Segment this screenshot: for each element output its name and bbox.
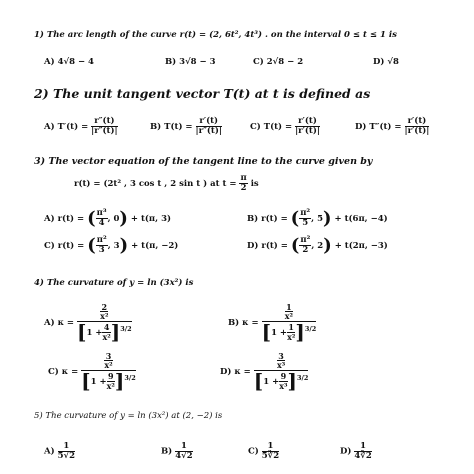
q5-option-a: A) $\frac{1}{5√2}$: [44, 441, 76, 461]
q3-option-d: D) r(t) = ( $\frac{\text{π²}}{2}$ , 2) + t(2π, −3): [247, 235, 388, 256]
q1-question: 1) The arc length of the curve r(t) = (2, 6t², 4t³) . on the interval 0 ≤ t ≤ 1 is: [34, 30, 397, 40]
q1-option-d: D) √8: [373, 57, 399, 67]
q2-option-b-label: B) T(t) =: [150, 121, 193, 132]
q3-option-c: C) r(t) = ( $\frac{\text{π²}}{3}$ , 3) + t(π, −2): [44, 235, 179, 256]
q3-t-fraction: $\frac{\pi}{2}$: [240, 173, 247, 193]
q2-option-c-label: C) T(t) =: [250, 121, 293, 132]
q4-option-c: C) κ = $\frac{3}{\text{x²}}$ [1 + $\frac{9}{\text{x²}}$ ]$^{3/2}$: [48, 351, 136, 393]
q1-option-b: B) 3√8 − 3: [165, 57, 216, 67]
q3-option-b: B) r(t) = ( $\frac{\text{π²}}{5}$ , 5) + t(6π, −4): [247, 208, 388, 229]
q2-option-b: [150, 117, 222, 136]
q5-option-d: D) $\frac{1}{4∛2}$: [340, 441, 372, 461]
q2-question: 2) The unit tangent vector T(t) at t is defined as: [34, 86, 371, 101]
q2-option-d: [355, 117, 429, 136]
q3-curve-text: r(t) = (2t² , 3 cos t , 2 sin t ) at t =: [74, 178, 237, 189]
q1-option-c: C) 2√8 − 2: [253, 57, 304, 67]
q2-option-c: [250, 117, 320, 136]
q4-option-d: D) κ = $\frac{3}{\text{x³}}$ [1 + $\frac{9}{\text{x³}}$ ]$^{3/2}$: [220, 351, 309, 393]
q3-curve: [74, 174, 259, 193]
q2-option-a-fraction: $\frac{r''(t)}{|r''(t)|}$: [91, 116, 118, 136]
q2-option-d-label: D) T″(t) =: [355, 121, 402, 132]
q3-question: 3) The vector equation of the tangent line to the curve given by: [34, 156, 373, 167]
q5-option-b: B) $\frac{1}{4√2}$: [161, 441, 193, 461]
q2-option-b-fraction: $\frac{r'(t)}{|r''(t)|}$: [195, 116, 222, 136]
q5-question: 5) The curvature of y = ln (3x²) at (2, −2) is: [34, 411, 223, 421]
q3-tail: is: [250, 178, 259, 189]
q2-option-a-label: A) T′(t) =: [44, 121, 89, 132]
q2-option-c-fraction: $\frac{r'(t)}{|r'(t)|}$: [295, 116, 320, 136]
q2-option-a: [44, 117, 118, 136]
q1-option-a: A) 4√8 − 4: [44, 57, 94, 67]
q4-option-b: B) κ = $\frac{1}{\text{x²}}$ [1 + $\frac{1}{\text{x²}}$ ]$^{3/2}$: [228, 302, 317, 344]
q4-option-a: A) κ = $\frac{2}{\text{x²}}$ [1 + $\frac{4}{\text{x²}}$ ]$^{3/2}$: [44, 302, 132, 344]
q2-option-d-fraction: $\frac{r'(t)}{|r'(t)|}$: [404, 116, 430, 136]
q5-option-c: C) $\frac{1}{5∛2}$: [248, 441, 280, 461]
q4-question: 4) The curvature of y = ln (3x²) is: [34, 278, 194, 288]
q3-option-a: A) r(t) = ( $\frac{\text{π³}}{4}$ , 0) + t(π, 3): [44, 208, 172, 229]
